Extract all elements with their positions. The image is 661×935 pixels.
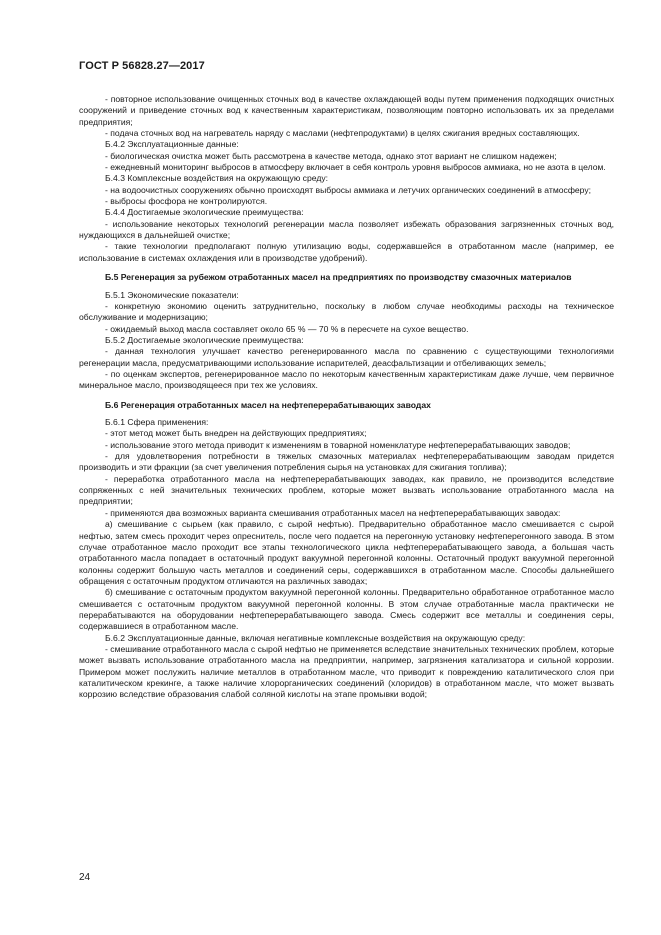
paragraph: - ожидаемый выход масла составляет около 65 % — 70 % в пересчете на сухое вещество. [105,323,469,334]
paragraph: - этот метод может быть внедрен на действующих предприятиях; [105,428,367,439]
paragraph: а) смешивание с сырьем (как правило, с сырой нефтью). Предварительно обработанное масло смешивается с сырой нефтью, затем смесь проходит через опреснитель, после чего подается на перегонную установку нефтеперегонного завода. В этом случае отработанное масло проходит все этапы технологического цикла нефтеперерабатывающего завода, а большая часть отработанного масла попадает в остаточный продукт вакуумной перегонной колонны. Остаточный продукт вакуумной перегонной колонны содержит большую часть металлов и соединений серы, содержавшихся в отработанном масле. Способы дальнейшего обращения с остаточным продуктом отличаются на различных заводах; [79,519,614,586]
paragraph: - конкретную экономию оценить затруднительно, поскольку в любом случае необходимы расходы на техническое обслуживание и модернизацию; [79,300,614,323]
paragraph: Б.5.1 Экономические показатели: [105,289,239,300]
paragraph: - использование некоторых технологий регенерации масла позволяет избежать образования загрязненных сточных вод, нуждающихся в дальнейшей очистке; [79,218,614,241]
paragraph: - ежедневный мониторинг выбросов в атмосферу включает в себя контроль уровня выбросов аммиака, но не азота в целом. [105,162,606,173]
paragraph: - по оценкам экспертов, регенерированное масло по некоторым качественным характеристикам даже лучше, чем первичное минеральное масло, производящееся при тех же условиях. [79,368,614,391]
paragraph: Б.5.2 Достигаемые экологические преимущества: [105,334,304,345]
paragraph: - использование этого метода приводит к изменениям в товарной номенклатуре нефтеперерабатывающих заводов; [105,439,571,450]
standard-header: ГОСТ Р 56828.27—2017 [79,60,205,72]
document-body [79,94,614,701]
paragraph: - выбросы фосфора не контролируются. [105,196,268,207]
section-heading: Б.6 Регенерация отработанных масел на нефтеперерабатывающих заводах [105,399,431,410]
paragraph: - такие технологии предполагают полную утилизацию воды, содержавшейся в отработанном масле (например, ее использование в системах охлаждения или в производстве удобрений). [79,241,614,263]
paragraph: - повторное использование очищенных сточных вод в качестве охлаждающей воды путем применения подходящих очистных сооружений и приведение сточных вод к качественным характеристикам, позволяющим повторно использовать их за пределами предприятия; [79,94,614,127]
page-number: 24 [79,872,91,883]
paragraph: б) смешивание с остаточным продуктом вакуумной перегонной колонны. Предварительно обработанное отработанное масло смешивается с остаточным продуктом вакуумной перегонной колонны. В этом случае отработанные масла практически не перерабатываются на оборудовании нефтеперерабатывающего завода. Смесь содержит все металлы и соединения серы, содержавшиеся в отработанном масле. [79,587,614,632]
paragraph: - для удовлетворения потребности в тяжелых смазочных материалах нефтеперерабатывающим заводам придется производить и эти фракции (за счет увеличения потребления сырья на установках для сжигания топлива); [79,451,614,473]
paragraph: Б.4.2 Эксплуатационные данные: [105,139,239,150]
paragraph: Б.6.1 Сфера применения: [105,417,209,428]
paragraph: - биологическая очистка может быть рассмотрена в качестве метода, однако этот вариант не слишком надежен; [105,150,557,161]
paragraph: - смешивание отработанного масла с сырой нефтью не применяется вследствие значительных технических проблем, которые может вызвать использование отработанного масла на предприятии, например, загрязнения катализатора и сильной коррозии. Примером может послужить наличие металлов в отработанном масле, что приводит к повреждению каталитического слоя при каталитическом крекинге, а также наличие хлорорганических соединений (хлоридов) в отработанном масле, что может вызвать коррозию вследствие образования слабой соляной кислоты на этапе промывки водой; [79,643,614,700]
paragraph: Б.4.3 Комплексные воздействия на окружающую среду: [105,173,329,184]
paragraph: Б.4.4 Достигаемые экологические преимущества: [105,207,304,218]
paragraph: - данная технология улучшает качество регенерированного масла по сравнению с существующими технологиями регенерации масла, предусматривающими использование испарителей, деасфальтизации и отбеливающих земель; [79,346,614,368]
paragraph: - применяются два возможных варианта смешивания отработанных масел на нефтеперерабатывающих заводах: [105,507,561,518]
paragraph: - переработка отработанного масла на нефтеперерабатывающих заводах, как правило, не производится вследствие сопряженных с ней значительных технических проблем, которые может вызвать использование отработанного масла на предприятии; [79,473,614,507]
paragraph: Б.6.2 Эксплуатационные данные, включая негативные комплексные воздействия на окружающую среду: [105,632,526,643]
section-heading: Б.5 Регенерация за рубежом отработанных масел на предприятиях по производству смазочных материалов [105,272,572,283]
paragraph: - на водоочистных сооружениях обычно происходят выбросы аммиака и летучих органических соединений в атмосферу; [105,184,592,195]
paragraph: - подача сточных вод на нагреватель наряду с маслами (нефтепродуктами) в целях сжигания вредных составляющих. [105,128,580,139]
